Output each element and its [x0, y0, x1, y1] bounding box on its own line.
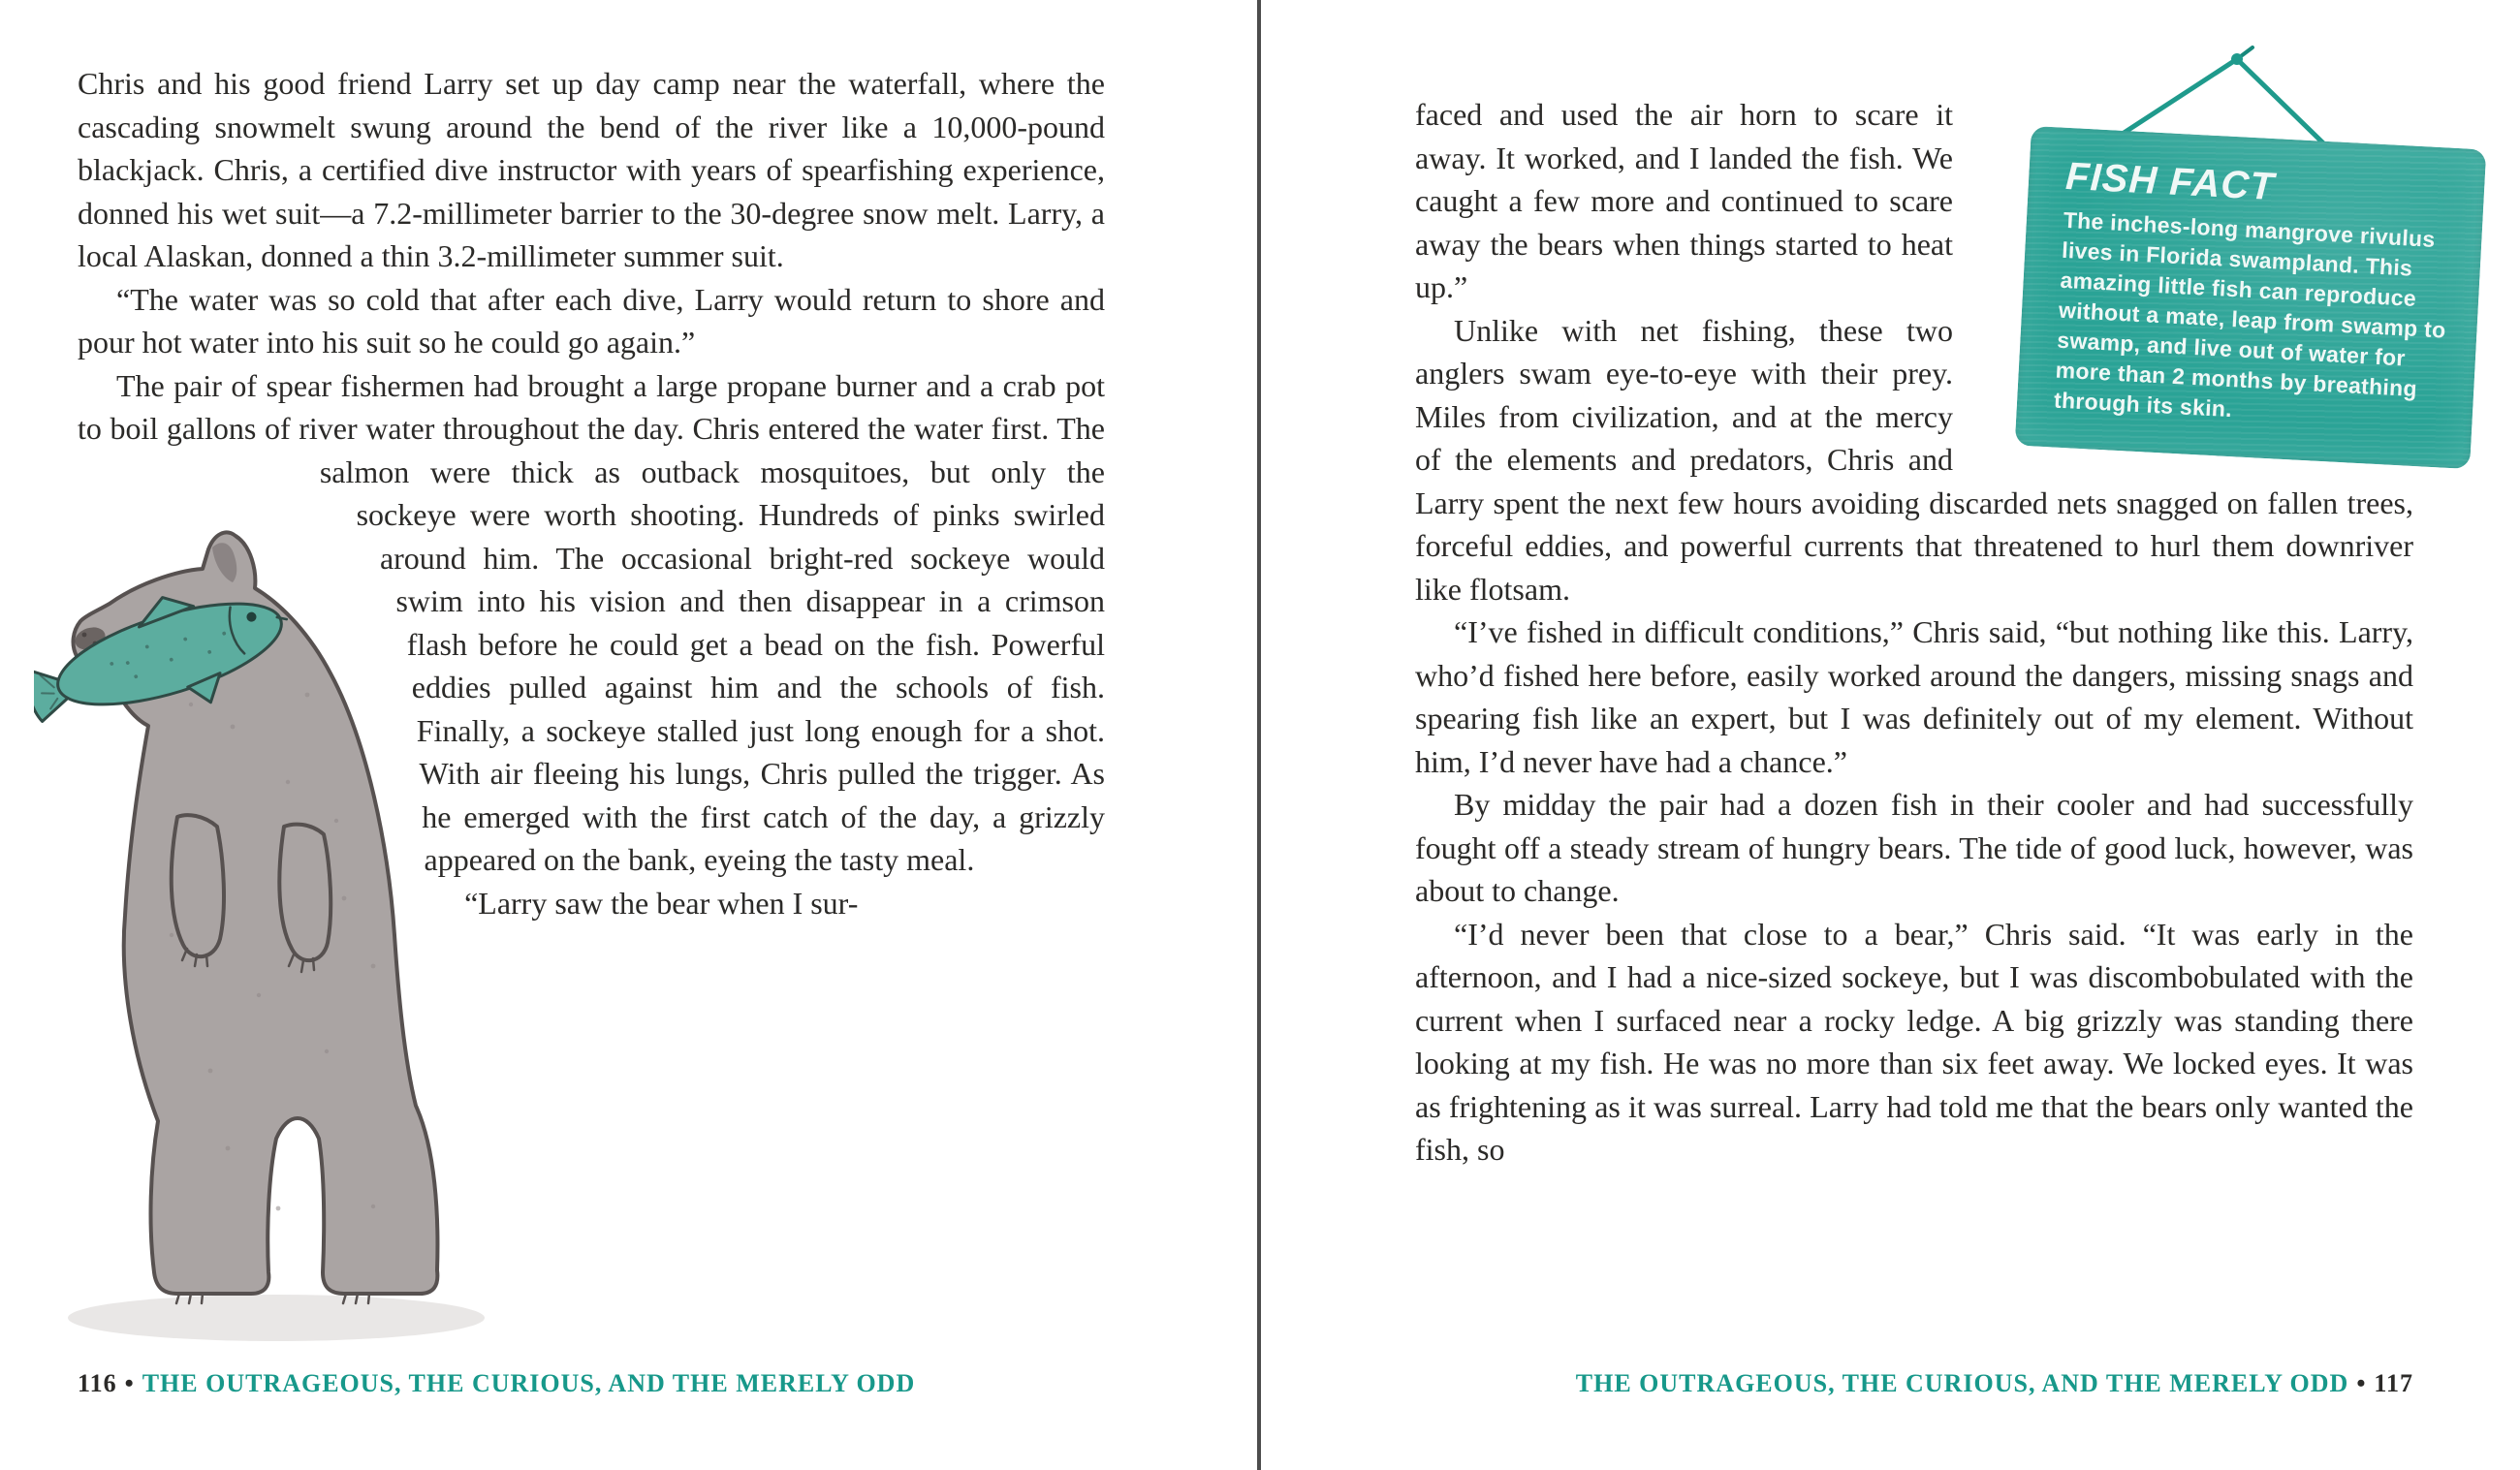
footer-separator: • — [124, 1369, 135, 1397]
fish-fact-body: The inches-long mangrove rivulus lives in Florida swampland. This amazing little fish can reproduce without a mate, leap from swamp to swamp, and live out of water for more than 2 months by breathing through its skin. — [2053, 206, 2447, 422]
fish-fact-sign — [2015, 126, 2487, 469]
page-number: 117 — [2374, 1369, 2413, 1397]
paragraph-5: faced and used the air horn to scare it away. It worked, and I landed the fish. We caught a few more and continued to scare away the bears when things started to heat up.” — [1415, 97, 1953, 304]
page-gutter-divider — [1257, 0, 1261, 1470]
footer-separator: • — [2356, 1369, 2367, 1397]
right-page-text-column — [1415, 93, 2447, 1172]
ground-shadow — [68, 1295, 485, 1341]
paragraph-9: “I’d never been that close to a bear,” Chris said. “It was early in the afternoon, and I had a nice-sized sockeye, but I was discombobulated with the current when I surfaced near a rocky ledge. A big grizzly was standing there looking at my fish. He was no more than six feet away. We locked eyes. It was as frightening as it was surreal. Larry had told me that the bears only wanted the fish, so — [1415, 916, 2413, 1167]
running-title: THE OUTRAGEOUS, THE CURIOUS, AND THE MERELY ODD — [142, 1369, 916, 1397]
paragraph-8: By midday the pair had a dozen fish in their cooler and had successfully fought off a steady stream of hungry bears. The tide of good luck, however, was about to change. — [1415, 787, 2413, 908]
page-number: 116 — [78, 1369, 117, 1397]
paragraph-6: Unlike with net fishing, these two anglers swam eye-to-eye with their prey. Miles from civilization, and at the mercy of the elements and predators, Chris and Larry spent the next few hours avoiding discarded nets snagged on fallen trees, forceful eddies, and powerful currents that threatened to hurl them downriver like flotsam. — [1415, 312, 2413, 607]
bear-illustration — [78, 62, 504, 1351]
paragraph-4: “Larry saw the bear when I sur- — [464, 885, 859, 921]
running-title: THE OUTRAGEOUS, THE CURIOUS, AND THE MERELY ODD — [1575, 1369, 2349, 1397]
paragraph-7: “I’ve fished in difficult conditions,” Chris said, “but nothing like this. Larry, who’d fished here before, easily worked around the dangers, missing snags and spearing fish like an expert, but I was definitely out of my element. Without him, I’d never have had a chance.” — [1415, 614, 2413, 779]
fish-fact-sign-area — [1953, 93, 2447, 479]
fish-fact-title: FISH FACT — [2064, 154, 2276, 209]
paragraph-3: The pair of spear fishermen had brought a large propane burner and a crab pot to boil gallons of river water throughout the day. Chris entered the water first. The salmon were thick as outback mosquitoes, but only the sockeye were worth shooting. Hundreds of pinks swirled around him. The occasional bright-red sockeye would swim into his vision and then disappear in a crimson flash before he could get a bead on the fish. Powerful eddies pulled against him and the schools of fish. Finally, a sockeye stalled just long enough for a shot. With air fleeing his lungs, Chris pulled the trigger. As he emerged with the first catch of the day, a grizzly appeared on the bank, eyeing the tasty meal. — [78, 367, 1105, 877]
paragraph-1: Chris and his good friend Larry set up day camp near the waterfall, where the cascading snowmelt swung around the bend of the river like a 10,000-pound blackjack. Chris, a certified dive instructor with years of spearfishing experience, donned his wet suit—a 7.2-millimeter barrier to the 30-degree snow melt. Larry, a local Alaskan, donned a thin 3.2-millimeter summer suit. — [78, 66, 1105, 273]
paragraph-2: “The water was so cold that after each dive, Larry would return to shore and pour hot water into his suit so he could go again.” — [78, 281, 1105, 360]
left-page-footer — [78, 1369, 915, 1398]
nail-icon — [2231, 47, 2252, 65]
right-page-footer — [1576, 1369, 2413, 1398]
left-page-text-column — [78, 62, 1105, 1351]
bear-with-salmon-svg — [34, 528, 489, 1357]
